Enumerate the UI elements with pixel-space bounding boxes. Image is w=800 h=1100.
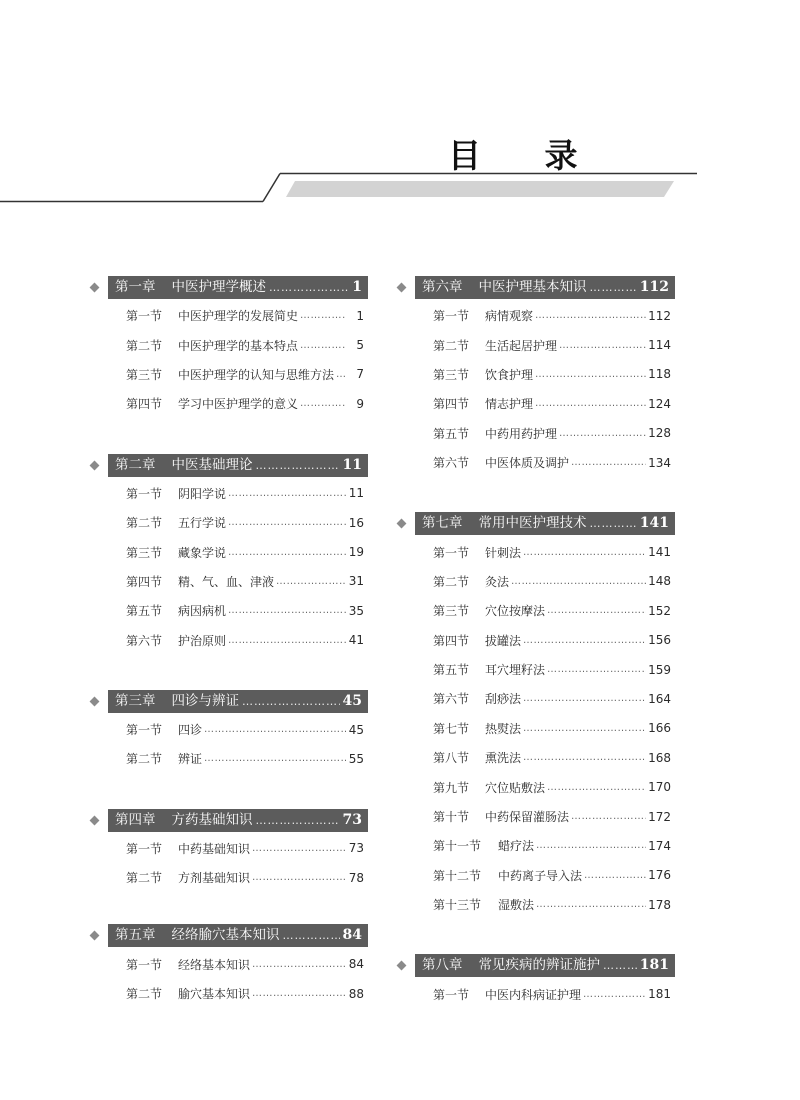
section-entry[interactable] <box>126 715 366 744</box>
section-number: 第一节 <box>433 545 470 560</box>
section-title: 中医护理学的基本特点 <box>178 338 299 353</box>
chapter-page-number: 141 <box>639 515 669 532</box>
section-title: 蜡疗法 <box>498 839 535 854</box>
section-number: 第六节 <box>433 692 470 707</box>
section-title: 中医内科病证护理 <box>485 987 582 1002</box>
section-number: 第四节 <box>433 397 470 412</box>
section-entry[interactable] <box>126 834 366 863</box>
dot-leader <box>300 340 346 351</box>
section-number: 第十一节 <box>433 839 482 854</box>
diamond-bullet-icon <box>90 460 100 470</box>
section-page-number: 88 <box>348 986 364 1001</box>
chapter-title: 方药基础知识 <box>171 811 253 828</box>
chapter-bar <box>108 276 368 299</box>
dot-leader <box>523 693 646 704</box>
dot-leader <box>535 398 646 409</box>
section-entry[interactable] <box>433 743 673 772</box>
toc-left-column <box>88 276 368 1008</box>
section-title: 饮食护理 <box>485 367 534 382</box>
section-number: 第一节 <box>126 957 163 972</box>
chapter-number: 第一章 <box>115 279 156 295</box>
section-title: 藏象学说 <box>178 545 227 560</box>
section-number: 第四节 <box>433 633 470 648</box>
section-page-number: 168 <box>648 750 671 765</box>
dot-leader <box>256 809 340 832</box>
diamond-bullet-icon <box>90 815 100 825</box>
section-entry[interactable] <box>433 360 673 389</box>
section-number: 第二节 <box>126 987 163 1002</box>
dot-leader <box>283 924 340 947</box>
chapter-gap <box>88 892 368 924</box>
dot-leader <box>535 310 646 321</box>
section-page-number: 164 <box>648 691 671 706</box>
section-entry[interactable] <box>433 448 673 477</box>
section-number: 第五节 <box>433 426 470 441</box>
page-title: 目 录 <box>448 136 604 175</box>
dot-leader <box>523 635 646 646</box>
chapter-gap <box>395 477 675 512</box>
section-entry[interactable] <box>126 389 366 418</box>
section-entry[interactable] <box>126 537 366 566</box>
section-number: 第六节 <box>126 633 163 648</box>
section-page-number: 114 <box>648 338 671 353</box>
chapter-page-number: 181 <box>639 957 669 974</box>
section-page-number: 181 <box>648 987 671 1002</box>
chapter-bar <box>415 276 675 299</box>
chapter-title: 常用中医护理技术 <box>478 515 587 532</box>
chapter-gap <box>88 655 368 690</box>
diamond-bullet-icon <box>90 696 100 706</box>
section-number: 第一节 <box>126 723 163 738</box>
dot-leader <box>252 959 346 970</box>
dot-leader <box>228 605 346 616</box>
chapter-title: 常见疾病的辨证施护 <box>478 957 600 974</box>
section-number: 第二节 <box>433 574 470 589</box>
section-number: 第四节 <box>126 574 163 589</box>
chapter-title: 中医护理学概述 <box>171 279 266 295</box>
section-page-number: 5 <box>356 338 364 353</box>
section-entry[interactable] <box>433 890 673 919</box>
section-page-number: 172 <box>648 809 671 824</box>
section-number: 第五节 <box>433 663 470 678</box>
dot-leader <box>535 369 646 380</box>
section-title: 病因病机 <box>178 604 227 619</box>
section-title: 穴位贴敷法 <box>485 780 546 795</box>
section-page-number: 112 <box>648 308 671 323</box>
chapter-heading[interactable] <box>108 454 368 479</box>
section-title: 刮痧法 <box>485 692 522 707</box>
dot-leader <box>300 398 346 409</box>
section-title: 腧穴基本知识 <box>178 987 251 1002</box>
section-title: 阴阳学说 <box>178 486 227 501</box>
section-entry[interactable] <box>433 389 673 418</box>
chapter-bar <box>415 512 675 535</box>
section-number: 第二节 <box>433 338 470 353</box>
diamond-bullet-icon <box>90 931 100 941</box>
section-page-number: 11 <box>348 486 364 501</box>
section-entry[interactable] <box>126 744 366 773</box>
dot-leader <box>511 576 646 587</box>
dot-leader <box>228 488 346 499</box>
chapter-number: 第八章 <box>422 957 463 974</box>
section-number: 第三节 <box>433 367 470 382</box>
dot-leader <box>571 811 646 822</box>
section-page-number: 176 <box>648 868 671 883</box>
header-grey-band <box>286 181 674 197</box>
chapter-bar <box>108 690 368 713</box>
section-title: 四诊 <box>178 723 203 738</box>
chapter-title: 经络腧穴基本知识 <box>171 927 280 944</box>
chapter-number: 第三章 <box>115 692 156 709</box>
dot-leader <box>228 635 346 646</box>
section-entry[interactable] <box>126 508 366 537</box>
section-number: 第十节 <box>433 810 470 825</box>
section-page-number: 35 <box>348 603 364 618</box>
section-title: 精、气、血、津液 <box>178 574 275 589</box>
chapter-heading[interactable] <box>108 924 368 949</box>
header-decoration <box>0 0 800 220</box>
dot-leader <box>256 454 340 477</box>
toc-right-column <box>395 276 675 1009</box>
dot-leader <box>276 576 346 587</box>
section-page-number: 148 <box>648 574 671 589</box>
diamond-bullet-icon <box>397 519 407 529</box>
section-page-number: 152 <box>648 603 671 618</box>
section-page-number: 7 <box>356 367 364 382</box>
dot-leader <box>536 840 646 851</box>
dot-leader <box>590 512 637 535</box>
dot-leader <box>603 954 637 977</box>
dot-leader <box>523 723 646 734</box>
section-entry[interactable] <box>126 626 366 655</box>
section-title: 中药保留灌肠法 <box>485 810 570 825</box>
diamond-bullet-icon <box>90 283 100 293</box>
dot-leader <box>571 457 646 468</box>
section-entry[interactable] <box>126 360 366 389</box>
dot-leader <box>583 989 646 1000</box>
section-entry[interactable] <box>433 419 673 448</box>
section-page-number: 31 <box>348 574 364 589</box>
chapter-heading[interactable] <box>415 954 675 979</box>
section-number: 第二节 <box>126 752 163 767</box>
section-page-number: 19 <box>348 545 364 560</box>
section-page-number: 1 <box>356 308 364 323</box>
section-page-number: 73 <box>348 841 364 856</box>
chapter-bar <box>108 809 368 832</box>
dot-leader <box>559 340 646 351</box>
section-title: 中医护理学的发展简史 <box>178 309 299 324</box>
section-title: 五行学说 <box>178 516 227 531</box>
dot-leader <box>252 988 346 999</box>
section-entry[interactable] <box>433 537 673 566</box>
section-number: 第九节 <box>433 780 470 795</box>
section-entry[interactable] <box>126 979 366 1008</box>
chapter-gap <box>88 774 368 809</box>
section-title: 中医体质及调护 <box>485 456 570 471</box>
section-entry[interactable] <box>433 596 673 625</box>
section-page-number: 124 <box>648 396 671 411</box>
chapter-number: 第四章 <box>115 811 156 828</box>
section-entry[interactable] <box>433 979 673 1008</box>
chapter-page-number: 45 <box>342 692 362 709</box>
chapter-page-number: 112 <box>639 279 669 295</box>
section-number: 第二节 <box>126 338 163 353</box>
section-title: 中药用药护理 <box>485 426 558 441</box>
section-title: 方剂基础知识 <box>178 871 251 886</box>
section-number: 第七节 <box>433 721 470 736</box>
section-number: 第二节 <box>126 871 163 886</box>
dot-leader <box>523 547 646 558</box>
section-entry[interactable] <box>433 714 673 743</box>
dot-leader <box>547 782 646 793</box>
chapter-bar <box>415 954 675 977</box>
section-number: 第一节 <box>433 987 470 1002</box>
section-page-number: 134 <box>648 455 671 470</box>
dot-leader <box>252 843 346 854</box>
section-page-number: 128 <box>648 426 671 441</box>
section-entry[interactable] <box>126 863 366 892</box>
section-title: 辨证 <box>178 752 203 767</box>
section-entry[interactable] <box>433 330 673 359</box>
chapter-number: 第五章 <box>115 927 156 944</box>
section-page-number: 174 <box>648 838 671 853</box>
dot-leader <box>269 276 349 299</box>
section-page-number: 84 <box>348 957 364 972</box>
section-number: 第一节 <box>433 309 470 324</box>
chapter-page-number: 1 <box>352 279 362 295</box>
section-title: 灸法 <box>485 574 510 589</box>
section-number: 第一节 <box>126 309 163 324</box>
dot-leader <box>204 753 346 764</box>
section-title: 中医护理学的认知与思维方法 <box>178 367 335 382</box>
section-title: 情志护理 <box>485 397 534 412</box>
dot-leader <box>590 276 637 299</box>
section-entry[interactable] <box>433 684 673 713</box>
section-number: 第三节 <box>126 545 163 560</box>
section-title: 湿敷法 <box>498 898 535 913</box>
section-title: 针刺法 <box>485 545 522 560</box>
header-rule-slant <box>263 174 280 202</box>
section-title: 耳穴埋籽法 <box>485 663 546 678</box>
chapter-heading[interactable] <box>108 809 368 834</box>
chapter-title: 四诊与辨证 <box>171 692 239 709</box>
section-entry[interactable] <box>126 330 366 359</box>
chapter-gap <box>88 419 368 454</box>
chapter-number: 第六章 <box>422 279 463 295</box>
section-entry[interactable] <box>126 301 366 330</box>
section-number: 第六节 <box>433 456 470 471</box>
chapter-heading[interactable] <box>108 690 368 715</box>
section-number: 第三节 <box>433 604 470 619</box>
dot-leader <box>228 547 346 558</box>
chapter-bar <box>108 924 368 947</box>
chapter-heading[interactable] <box>415 276 675 301</box>
section-page-number: 159 <box>648 662 671 677</box>
chapter-title: 中医护理基本知识 <box>478 279 587 295</box>
chapter-heading[interactable] <box>108 276 368 301</box>
section-page-number: 16 <box>348 515 364 530</box>
section-page-number: 156 <box>648 633 671 648</box>
dot-leader <box>336 369 346 380</box>
section-page-number: 170 <box>648 780 671 795</box>
section-title: 中药基础知识 <box>178 841 251 856</box>
section-entry[interactable] <box>126 479 366 508</box>
section-page-number: 178 <box>648 897 671 912</box>
section-number: 第三节 <box>126 367 163 382</box>
dot-leader <box>523 752 646 763</box>
chapter-page-number: 11 <box>342 456 362 473</box>
section-title: 生活起居护理 <box>485 338 558 353</box>
section-number: 第十二节 <box>433 868 482 883</box>
chapter-page-number: 73 <box>342 811 362 828</box>
section-number: 第四节 <box>126 397 163 412</box>
dot-leader <box>547 664 646 675</box>
section-number: 第五节 <box>126 604 163 619</box>
section-entry[interactable] <box>433 831 673 860</box>
section-title: 病情观察 <box>485 309 534 324</box>
section-entry[interactable] <box>126 949 366 978</box>
chapter-heading[interactable] <box>415 512 675 537</box>
dot-leader <box>300 310 346 321</box>
section-title: 熏洗法 <box>485 751 522 766</box>
section-title: 中药离子导入法 <box>498 868 583 883</box>
section-number: 第二节 <box>126 516 163 531</box>
diamond-bullet-icon <box>397 283 407 293</box>
section-number: 第一节 <box>126 841 163 856</box>
diamond-bullet-icon <box>397 961 407 971</box>
dot-leader <box>536 899 646 910</box>
section-title: 护治原则 <box>178 633 227 648</box>
section-entry[interactable] <box>433 802 673 831</box>
chapter-number: 第七章 <box>422 515 463 532</box>
section-entry[interactable] <box>433 301 673 330</box>
chapter-page-number: 84 <box>342 927 362 944</box>
section-page-number: 55 <box>348 751 364 766</box>
section-page-number: 141 <box>648 545 671 560</box>
dot-leader <box>242 690 340 713</box>
section-number: 第八节 <box>433 751 470 766</box>
section-page-number: 166 <box>648 721 671 736</box>
section-page-number: 78 <box>348 870 364 885</box>
section-number: 第十三节 <box>433 898 482 913</box>
chapter-gap <box>395 919 675 954</box>
section-title: 穴位按摩法 <box>485 604 546 619</box>
chapter-bar <box>108 454 368 477</box>
section-title: 经络基本知识 <box>178 957 251 972</box>
chapter-title: 中医基础理论 <box>171 456 253 473</box>
section-page-number: 9 <box>356 396 364 411</box>
section-entry[interactable] <box>433 567 673 596</box>
dot-leader <box>252 872 346 883</box>
dot-leader <box>204 724 346 735</box>
dot-leader <box>584 870 646 881</box>
dot-leader <box>228 517 346 528</box>
section-entry[interactable] <box>433 626 673 655</box>
section-title: 热熨法 <box>485 721 522 736</box>
section-page-number: 41 <box>348 633 364 648</box>
section-number: 第一节 <box>126 486 163 501</box>
section-entry[interactable] <box>126 567 366 596</box>
section-entry[interactable] <box>126 596 366 625</box>
section-entry[interactable] <box>433 861 673 890</box>
section-entry[interactable] <box>433 655 673 684</box>
dot-leader <box>547 605 646 616</box>
dot-leader <box>559 428 646 439</box>
section-entry[interactable] <box>433 772 673 801</box>
section-page-number: 45 <box>348 722 364 737</box>
chapter-number: 第二章 <box>115 456 156 473</box>
section-title: 拔罐法 <box>485 633 522 648</box>
section-title: 学习中医护理学的意义 <box>178 397 299 412</box>
section-page-number: 118 <box>648 367 671 382</box>
